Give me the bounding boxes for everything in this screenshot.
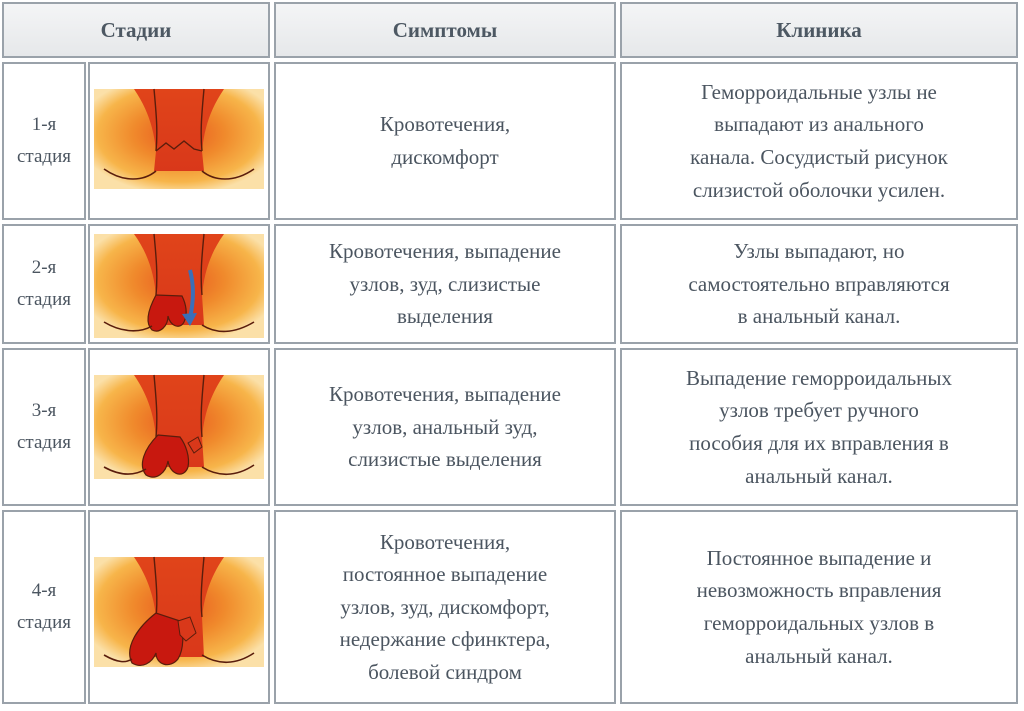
symptoms-cell (274, 224, 616, 344)
stage-2-image (94, 230, 264, 338)
stage-label: 4-я стадия (17, 579, 71, 633)
stage-label: 2-я стадия (17, 256, 71, 310)
stage-2-illustration (88, 224, 270, 344)
stage-1-illustration (88, 62, 270, 220)
stage-label: 1-я стадия (17, 113, 71, 167)
clinic-cell (620, 348, 1018, 506)
symptoms-cell (274, 62, 616, 220)
stage-cell (2, 224, 86, 344)
symptoms-cell (274, 348, 616, 506)
header-clinic-label: Клиника (776, 17, 862, 42)
symptoms-text: Кровотечения, постоянное выпадение узлов, зуд, дискомфорт, недержание сфинктера, болевой синдром (339, 529, 551, 684)
symptoms-text: Кровотечения, дискомфорт (379, 112, 511, 169)
clinic-cell (620, 510, 1018, 704)
stage-cell (2, 62, 86, 220)
symptoms-text: Кровотечения, выпадение узлов, анальный зуд, слизистые выделения (329, 382, 561, 472)
stage-4-illustration (88, 510, 270, 704)
stage-4-image (94, 517, 264, 697)
header-symptoms (274, 2, 616, 58)
stage-cell (2, 510, 86, 704)
stage-1-image (94, 71, 264, 211)
clinic-cell (620, 62, 1018, 220)
clinic-text: Выпадение геморроидальных узлов требует ручного пособия для их вправления в анальный канал. (685, 365, 952, 488)
header-clinic (620, 2, 1018, 58)
stage-3-illustration (88, 348, 270, 506)
stage-label: 3-я стадия (17, 399, 71, 453)
clinic-text: Постоянное выпадение и невозможность вправления геморроидальных узлов в анальный канал. (696, 545, 942, 668)
clinic-cell (620, 224, 1018, 344)
stage-cell (2, 348, 86, 506)
header-stages-label: Стадии (100, 17, 172, 42)
stage-3-image (94, 357, 264, 497)
clinic-text: Узлы выпадают, но самостоятельно вправляются в анальный канал. (688, 239, 950, 329)
symptoms-cell (274, 510, 616, 704)
header-stages (2, 2, 270, 58)
clinic-text: Геморроидальные узлы не выпадают из анального канала. Сосудистый рисунок слизистой оболочки усилен. (690, 79, 948, 202)
symptoms-text: Кровотечения, выпадение узлов, зуд, слизистые выделения (329, 239, 561, 329)
header-symptoms-label: Симптомы (392, 17, 498, 42)
